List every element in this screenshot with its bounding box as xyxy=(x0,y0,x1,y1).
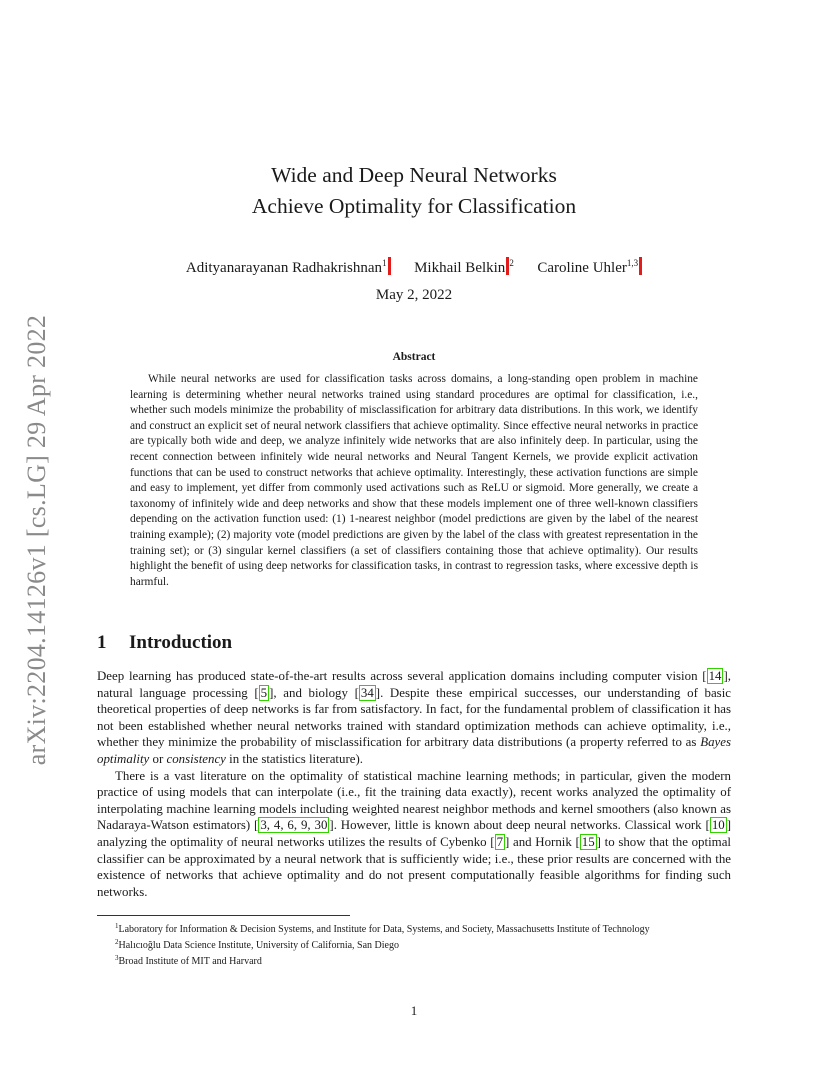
footnote-mark: 2 xyxy=(115,938,119,946)
footnotes xyxy=(97,920,731,968)
footnote-text: Halıcıoğlu Data Science Institute, University of California, San Diego xyxy=(118,940,399,951)
author-affiliation[interactable]: 1 xyxy=(382,258,387,268)
paragraph: Deep learning has produced state-of-the-art results across several application domains including computer vision [ 14 ], natural language processing [ 5 ], and biology [ 34 ]. Despite these empirical successes, our understanding of basic theoretical properties of deep networks is far from satisfactory. In fact, for the fundamental problem of classification it has not been established whether neural networks trained with standard optimization methods can achieve optimality, i.e., whether they minimize the probability of misclassification for arbitrary data distributions (a property referred to as Bayes optimality or consistency in the statistics literature). xyxy=(97,669,731,766)
text-run: , natural language processing xyxy=(97,669,731,700)
footnote-mark: 1 xyxy=(115,922,119,930)
citation-link[interactable]: 7 xyxy=(496,834,504,849)
abstract-text: While neural networks are used for classification tasks across domains, a long-standing open problem in machine learning is determining whether neural networks trained using standard procedures are optimal for classification, i.e., whether such models minimize the probability of misclassification for arbitrary data distributions. In this work, we identify and construct an explicit set of neural network classifiers that achieve optimality. Since effective neural networks in practice are typically both wide and deep, we analyze infinitely wide networks that are also infinitely deep. In particular, using the recent connection between infinitely wide neural networks and Neural Tangent Kernels, we provide explicit activation functions that can be used to construct networks that achieve optimality. Interestingly, these activation functions are simple and easy to implement, yet differ from commonly used activations such as ReLU or sigmoid. More generally, we create a taxonomy of infinitely wide and deep networks and show that these models implement one of three well-known classifiers depending on the activation function used: (1) 1-nearest neighbor (model predictions are given by the label of the nearest training example); (2) majority vote (model predictions are given by the label of the class with greatest representation in the training set); or (3) singular kernel classifiers (a set of classifiers containing those that achieve optimality). Our results highlight the benefit of using deep networks for classification tasks, in contrast to regression tasks, where excessive depth is harmful. xyxy=(130,373,698,588)
text-run: to show that the optimal classifier can be approximated by a neural network that is sufficiently wide; i.e., these prior results are concerned with the existence of networks that achieve optimality and do not present computationally feasible algorithms for finding such networks. xyxy=(97,834,731,899)
citation-link[interactable]: 3, 4, 6, 9, 30 xyxy=(260,818,328,833)
citation-link[interactable]: 15 xyxy=(581,834,595,849)
author-name: Mikhail Belkin xyxy=(414,260,506,276)
text-run: There is a vast literature on the optimality of statistical machine learning methods; in particular, given the modern practice of using models that can interpolate (i.e., fit the training data exactly), recent works analyzed the optimality of interpolating machine learning models including weighted nearest neighbor methods and kernel smoothers (also known as Nadaraya-Watson estimators) xyxy=(97,768,731,833)
text-run: . Despite these empirical successes, our understanding of basic theoretical properties of deep networks is far from satisfactory. In fact, for the fundamental problem of classification it has not been established whether neural networks trained with standard optimization methods can achieve optimality, i.e., whether they minimize the probability of misclassification for arbitrary data distributions (a property referred to as xyxy=(97,685,731,750)
section-number: 1 xyxy=(97,632,107,653)
emphasis: Bayes optimality xyxy=(97,735,731,766)
section-heading xyxy=(97,632,232,654)
body-text xyxy=(97,668,731,900)
text-run: , and biology xyxy=(273,685,355,700)
title-line-2: Achieve Optimality for Classification xyxy=(251,194,577,218)
link-marker[interactable] xyxy=(639,257,642,275)
author-name: Adityanarayanan Radhakrishnan xyxy=(185,260,383,276)
text-run: and Hornik xyxy=(509,834,576,849)
footnote-text: Laboratory for Information & Decision Systems, and Institute for Data, Systems, and Society, Massachusetts Institute of Technology xyxy=(118,924,650,935)
citation-link[interactable]: 34 xyxy=(360,685,374,700)
page-number: 1 xyxy=(410,1003,418,1018)
author-list xyxy=(0,253,828,278)
paper-date: May 2, 2022 xyxy=(375,287,453,303)
footnote xyxy=(97,920,731,936)
text-run: in the statistics literature). xyxy=(225,751,363,766)
emphasis: consistency xyxy=(166,751,226,766)
paragraph: There is a vast literature on the optimality of statistical machine learning methods; in particular, given the modern practice of using models that can interpolate (i.e., fit the training data exactly), recent works analyzed the optimality of interpolating machine learning models including weighted nearest neighbor methods and kernel smoothers (also known as Nadaraya-Watson estimators) [ 3, 4, 6, 9, 30 ]. However, little is known about deep neural networks. Classical work [ 10 ] analyzing the optimality of neural networks utilizes the results of Cybenko [ 7 ] and Hornik [ 15 ] to show that the optimal classifier can be approximated by a neural network that is sufficiently wide; i.e., these prior results are concerned with the existence of networks that achieve optimality and do not present computationally feasible algorithms for finding such networks. xyxy=(97,768,731,899)
footnote-rule xyxy=(97,915,350,916)
author-name: Caroline Uhler xyxy=(537,260,627,276)
footnote xyxy=(97,952,731,968)
citation-link[interactable]: 5 xyxy=(260,685,268,700)
text-run: . However, little is known about deep neural networks. Classical work xyxy=(333,818,706,833)
footnote-mark: 3 xyxy=(115,954,119,962)
arxiv-identifier: arXiv:2204.14126v1 [cs.LG] 29 Apr 2022 xyxy=(22,314,51,766)
link-marker[interactable] xyxy=(388,257,391,275)
footnote-text: Broad Institute of MIT and Harvard xyxy=(118,956,262,967)
text-run: Deep learning has produced state-of-the-art results across several application domains including computer vision xyxy=(97,669,703,683)
citation-link[interactable]: 14 xyxy=(708,669,722,683)
text-run: or xyxy=(149,751,167,766)
text-run: analyzing the optimality of neural networks utilizes the results of Cybenko xyxy=(97,834,491,849)
section-title: Introduction xyxy=(129,632,233,653)
citation-link[interactable]: 10 xyxy=(711,818,725,833)
paper-title xyxy=(0,160,828,222)
footnote xyxy=(97,936,731,952)
title-line-1: Wide and Deep Neural Networks xyxy=(271,163,557,187)
abstract-heading: Abstract xyxy=(392,351,436,363)
author-affiliation[interactable]: 1,3 xyxy=(626,258,639,268)
author-affiliation[interactable]: 2 xyxy=(509,258,514,268)
